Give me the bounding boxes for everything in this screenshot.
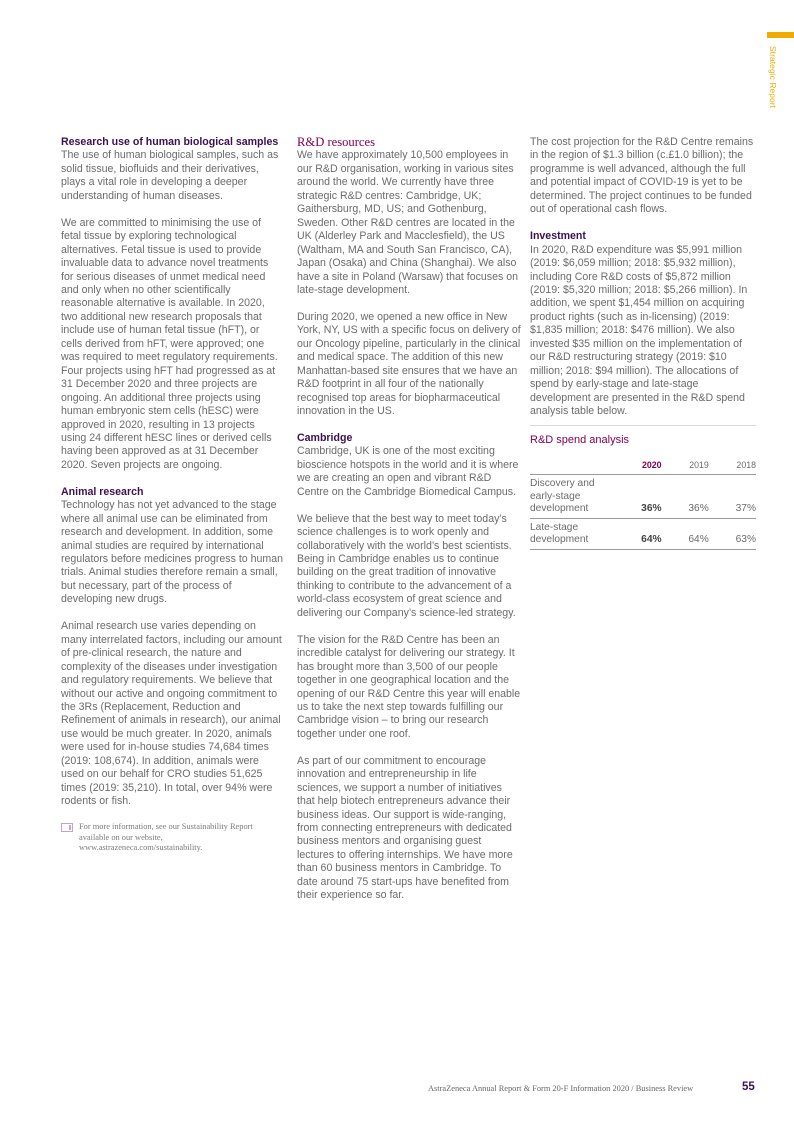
table-header-row: [530, 457, 756, 475]
row-label: Late-stage development: [530, 518, 614, 549]
table-header-2018: 2018: [709, 457, 756, 475]
paragraph: Cambridge, UK is one of the most exciting bioscience hotspots in the world and it is where we are creating an open and vibrant R&D Centre on the Cambridge Biomedical Campus.: [297, 445, 519, 498]
table-header-2020: 2020: [614, 457, 661, 475]
heading-cambridge: Cambridge: [297, 431, 353, 444]
section-tab-marker: [767, 32, 794, 38]
table-header-2019: 2019: [662, 457, 709, 475]
column-1: [61, 136, 283, 854]
column-2: [297, 136, 521, 916]
heading-human-biological-samples: Research use of human biological samples: [61, 136, 279, 148]
cell-2020: 64%: [614, 518, 661, 549]
heading-animal-research: Animal research: [61, 485, 144, 498]
paragraph: As part of our commitment to encourage innovation and entrepreneurship in life sciences, we support a number of initiatives that help biotech entrepreneurs advance their business ideas. Our support is wide-ranging, from connecting entrepreneurs with dedicated business mentors and organising guest lectures to offering internships. We have more than 60 business mentors in Cambridge. To date around 75 start-ups have benefited from their experience so far.: [297, 754, 513, 902]
paragraph: In 2020, R&D expenditure was $5,991 million (2019: $6,059 million; 2018: $5,932 million), including Core R&D costs of $5,872 million (2019: $5,320 million; 2018: $5,266 million). In addition, we spent $1,454 million on acquiring product rights (such as in-licensing) (2019: $1,835 million; 2018: $476 million). We also invested $35 million on the implementation of our R&D restructuring strategy (2019: $10 million; 2018: $94 million). The allocations of spend by early-stage and late-stage development are presented in the R&D spend analysis table below.: [530, 243, 748, 418]
table-header-label: [530, 457, 614, 475]
rd-spend-table: [530, 457, 756, 551]
paragraph: The cost projection for the R&D Centre remains in the region of $1.3 billion (c.£1.0 billion); the programme is well advanced, although the full and potential impact of COVID-19 is yet to be determined. The project continues to be funded out of operational cash flows.: [530, 136, 754, 216]
divider: [530, 425, 756, 426]
cell-2018: 37%: [709, 475, 756, 519]
heading-rd-resources: R&D resources: [297, 135, 375, 149]
cell-2019: 36%: [662, 475, 709, 519]
paragraph: We have approximately 10,500 employees in our R&D organisation, working in various sites around the world. We currently have three strategic R&D centres: Cambridge, UK; Gaithersburg, MD, US; and Gothenburg, Sweden. Other R&D centres are located in the UK (Alderley Park and Macclesfield), the US (Waltham, MA and South San Francisco, CA), Japan (Osaka) and China (Shanghai). We also have a site in Poland (Warsaw) that focuses on late-stage development.: [297, 149, 519, 296]
paragraph: Animal research use varies depending on many interrelated factors, including our amount of pre-clinical research, the nature and complexity of the diseases under investigation and regulatory requirements. We believe that without our active and ongoing commitment to the 3Rs (Replacement, Reduction and Refinement of animals in research), our animal use would be much greater. In 2020, animals were used for in-house studies 74,684 times (2019: 108,674). In addition, animals were used on our behalf for CRO studies 51,625 times (2019: 35,210). In total, over 94% were rodents or fish.: [61, 620, 282, 808]
paragraph: The use of human biological samples, such as solid tissue, biofluids and their derivatives, plays a vital role in developing a deeper understanding of human diseases.: [61, 149, 279, 202]
cell-2020: 36%: [614, 475, 661, 519]
table-row: [530, 475, 756, 519]
table-title: R&D spend analysis: [530, 433, 630, 446]
row-label: Discovery and early-stage development: [530, 475, 614, 519]
heading-investment: Investment: [530, 230, 586, 243]
monitor-link-icon: [61, 823, 73, 832]
paragraph: We believe that the best way to meet today’s science challenges is to work openly and collaboratively with the world’s best scientists. Being in Cambridge enables us to continue building on the great tradition of innovative thinking to contribute to the advancement of a world-class ecosystem of great science and delivering our Company’s science-led strategy.: [297, 512, 516, 619]
footer-text: AstraZeneca Annual Report & Form 20-F Information 2020 / Business Review: [428, 1084, 694, 1093]
cell-2018: 63%: [709, 518, 756, 549]
paragraph: During 2020, we opened a new office in New York, NY, US with a specific focus on delivery of our Oncology pipeline, particularly in the clinical and medical space. The addition of this new Manhattan-based site ensures that we have an R&D footprint in all four of the nationally recognised top areas for biopharmaceutical innovation in the US.: [297, 310, 521, 418]
paragraph: We are committed to minimising the use of fetal tissue by exploring technological alternatives. Fetal tissue is used to provide invaluable data to advance novel treatments for serious diseases of unmet medical need and only when no other scientifically reasonable alternative is available. In 2020, two additional new research proposals that include use of human fetal tissue (hFT), or cells derived from hFT, were approved; one was required to meet regulatory requirements. Four projects using hFT had progressed as at 31 December 2020 and three projects are ongoing. An additional three projects using human embryonic stem cells (hESC) were approved in 2020, resulting in 13 projects using 24 different hESC lines or derived cells having been approved as at 31 December 2020. Seven projects are ongoing.: [61, 216, 278, 471]
section-label: Strategic Report: [768, 46, 778, 109]
page-number: 55: [742, 1081, 755, 1093]
paragraph: Technology has not yet advanced to the stage where all animal use can be eliminated from research and development. In addition, some animal studies are required by international regulators before medicines progress to human trials. Animal studies therefore remain a small, but necessary, part of the process of developing new drugs.: [61, 499, 283, 606]
cell-2019: 64%: [662, 518, 709, 549]
paragraph: The vision for the R&D Centre has been an incredible catalyst for delivering our strategy. It has brought more than 3,500 of our people together in one geographical location and the opening of our R&D Centre this year will enable us to take the next step towards fulfilling our Cambridge vision – to bring our research together under one roof.: [297, 633, 521, 740]
more-information-note: [61, 822, 283, 854]
note-text[interactable]: For more information, see our Sustainability Report available on our website, www.astrazeneca.com/sustainability.: [79, 822, 253, 853]
table-row: [530, 518, 756, 549]
column-3: [530, 136, 756, 550]
